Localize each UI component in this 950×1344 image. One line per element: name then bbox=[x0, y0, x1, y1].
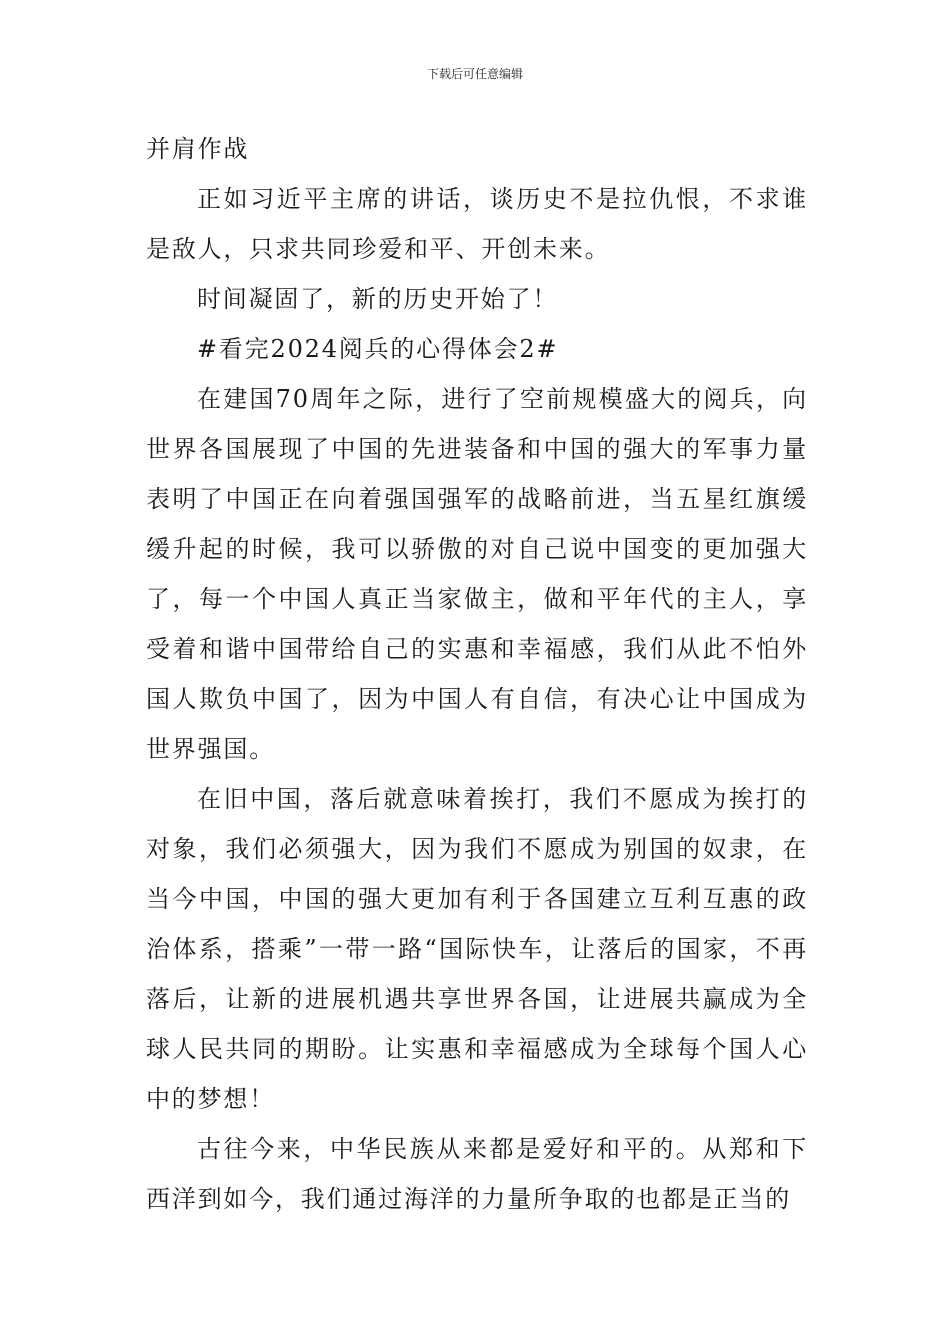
section-heading: #看完2024阅兵的心得体会2# bbox=[197, 335, 559, 363]
paragraph-2: 正如习近平主席的讲话，谈历史不是拉仇恨，不求谁是敌人，只求共同珍爱和平、开创未来。 bbox=[146, 185, 808, 263]
paragraph-3: 时间凝固了，新的历史开始了！ bbox=[197, 285, 559, 313]
page-header-note: 下载后可任意编辑 bbox=[426, 67, 523, 81]
paragraph-4: 在建国70周年之际，进行了空前规模盛大的阅兵，向世界各国展现了中国的先进装备和中国的强大的军事力量表明了中国正在向着强国强军的战略前进，当五星红旗缓缓升起的时候，我可以骄傲的对自己说中国变的更加强大了，每一个中国人真正当家做主，做和平年代的主人，享受着和谐中国带给自己的实惠和幸福感，我们从此不怕外国人欺负中国了，因为中国人有自信，有决心让中国成为世界强国。 bbox=[146, 385, 808, 763]
paragraph-6: 古往今来，中华民族从来都是爱好和平的。从郑和下西洋到如今，我们通过海洋的力量所争取的也都是正当的 bbox=[146, 1135, 808, 1213]
paragraph-5: 在旧中国，落后就意味着挨打，我们不愿成为挨打的对象，我们必须强大，因为我们不愿成为别国的奴隶，在当今中国，中国的强大更加有利于各国建立互利互惠的政治体系，搭乘”一带一路“国际快车，让落后的国家，不再落后，让新的进展机遇共享世界各国，让进展共赢成为全球人民共同的期盼。让实惠和幸福感成为全球每个国人心中的梦想！ bbox=[146, 785, 808, 1113]
paragraph-1: 并肩作战 bbox=[146, 135, 250, 163]
document-body bbox=[146, 124, 808, 1224]
